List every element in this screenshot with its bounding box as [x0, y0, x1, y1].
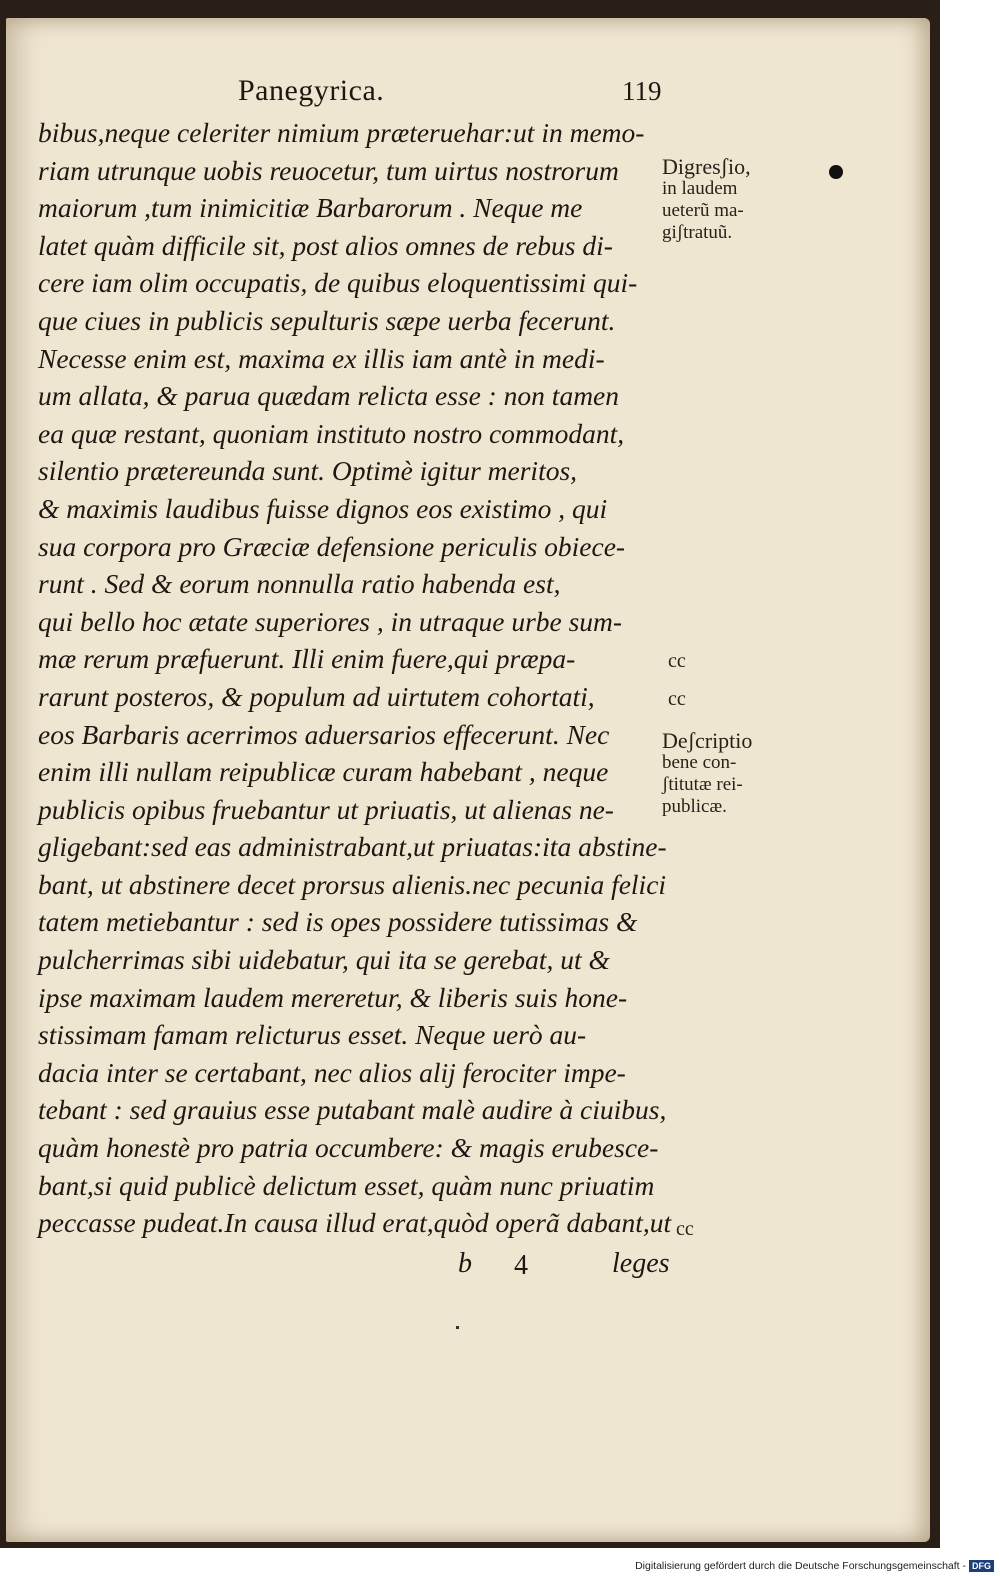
- text-line: stissimam famam relicturus esset. Neque uerò au-: [38, 1019, 587, 1051]
- text-line: sua corpora pro Græciæ defensione periculis obiece-: [38, 530, 626, 562]
- margin-note-line: ʃtitutæ rei-: [662, 774, 743, 795]
- text-line: quàm honestè pro patria occumbere: & magis erubesce-: [38, 1132, 659, 1164]
- text-line: qui bello hoc ætate superiores , in utraque urbe sum-: [38, 605, 623, 637]
- margin-note-line: bene con-: [662, 752, 737, 773]
- margin-note-line: Deʃcriptio: [662, 728, 753, 753]
- margin-note-line: giʃtratuũ.: [662, 222, 733, 243]
- signature-line: [458, 1248, 674, 1288]
- text-line: maiorum ,tum inimicitiæ Barbarorum . Neque me: [38, 192, 583, 224]
- text-line: bibus,neque celeriter nimium præteruehar:ut in memo-: [38, 117, 645, 148]
- dfg-logo: DFG: [969, 1560, 994, 1572]
- text-line: & maximis laudibus fuisse dignos eos existimo , qui: [38, 492, 608, 524]
- text-line: cere iam olim occupatis, de quibus eloquentissimi qui-: [38, 267, 638, 299]
- text-line: tebant : sed grauius esse putabant malè audire à ciuibus,: [38, 1094, 667, 1126]
- text-line: enim illi nullam reipublicæ curam habebant , neque: [38, 756, 609, 788]
- text-line: latet quàm difficile sit, post alios omnes de rebus di-: [38, 229, 613, 261]
- text-line: rarunt posteros, & populum ad uirtutem cohortati,: [38, 680, 595, 712]
- margin-note-line: Digresʃio,: [662, 154, 751, 179]
- quotation-mark: cc: [668, 688, 686, 710]
- margin-note-description: [662, 730, 752, 818]
- text-line: pulcherrimas sibi uidebatur, qui ita se gerebat, ut &: [38, 944, 610, 976]
- margin-note-line: ueterũ ma-: [662, 200, 744, 221]
- text-line: ipse maximam laudem mereretur, & liberis suis hone-: [38, 981, 628, 1013]
- text-line: silentio prætereunda sunt. Optimè igitur meritos,: [38, 455, 578, 487]
- text-line: mæ rerum præfuerunt. Illi enim fuere,qui præpa-: [38, 643, 576, 675]
- ink-dot: [829, 165, 843, 179]
- text-line: eos Barbaris acerrimos aduersarios effecerunt. Nec: [38, 718, 610, 750]
- margin-note-line: publicæ.: [662, 796, 727, 817]
- text-line: gligebant:sed eas administrabant,ut priuatas:ita abstine-: [38, 831, 667, 863]
- text-line: que ciues in publicis sepulturis sæpe uerba fecerunt.: [38, 304, 616, 336]
- catchword: leges: [612, 1248, 670, 1279]
- text-line: bant, ut abstinere decet prorsus alienis.nec pecunia felici: [38, 868, 667, 900]
- signature-letter: b: [458, 1248, 472, 1279]
- page-number: 119: [622, 76, 662, 106]
- stray-ink-mark: [456, 1326, 459, 1329]
- margin-note-digression: [662, 156, 751, 244]
- text-line: peccasse pudeat.In causa illud erat,quòd operã dabant,ut: [38, 1207, 672, 1239]
- text-line: publicis opibus fruebantur ut priuatis, ut alienas ne-: [38, 793, 614, 825]
- text-line: dacia inter se certabant, nec alios alij ferociter impe-: [38, 1056, 626, 1088]
- body-text: [38, 114, 678, 1242]
- quotation-mark: cc: [668, 650, 686, 672]
- quotation-mark: cc: [676, 1218, 694, 1240]
- text-line: um allata, & parua quædam relicta esse : non tamen: [38, 380, 620, 412]
- margin-note-line: in laudem: [662, 178, 738, 199]
- text-line: tatem metiebantur : sed is opes possidere tutissimas &: [38, 906, 638, 938]
- signature-number: 4: [514, 1250, 528, 1281]
- running-head: Panegyrica.: [238, 74, 385, 107]
- text-line: ea quæ restant, quoniam instituto nostro commodant,: [38, 417, 625, 449]
- text-line: Necesse enim est, maxima ex illis iam antè in medi-: [38, 342, 605, 374]
- footer-credit: [635, 1560, 994, 1572]
- text-line: bant,si quid publicè delictum esset, quàm nunc priuatim: [38, 1169, 655, 1201]
- footer-credit-text: Digitalisierung gefördert durch die Deutsche Forschungsgemeinschaft -: [635, 1560, 966, 1572]
- text-line: riam utrunque uobis reuocetur, tum uirtus nostrorum: [38, 154, 619, 186]
- text-line: runt . Sed & eorum nonnulla ratio habenda est,: [38, 568, 561, 600]
